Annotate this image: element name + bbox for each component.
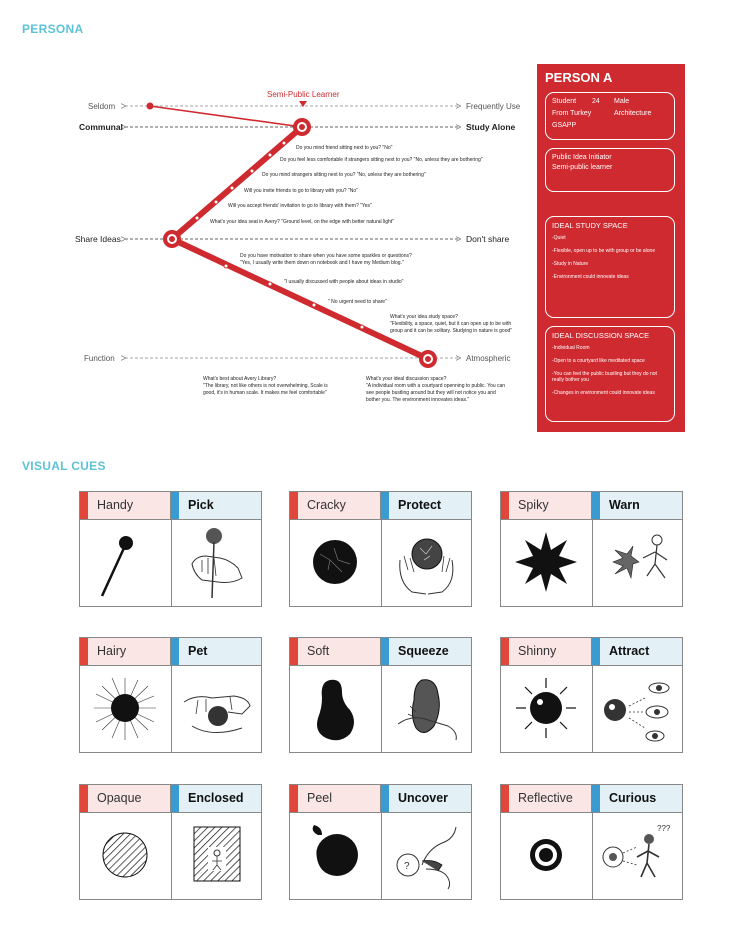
profile-age: 24	[592, 98, 600, 105]
discussion-item: -Changes in environment could innovate ideas	[552, 390, 655, 396]
quote-strangers-mind: Do you mind strangers sitting next to you? "No, unless they are bothering"	[262, 172, 426, 178]
eyes-attract-icon	[593, 666, 682, 752]
quote-avery-q: What's best about Avery Library?	[203, 376, 277, 382]
discussion-item: -Open to a courtyard like meditated space	[552, 358, 645, 364]
study-item: -Study in Nature	[552, 261, 589, 267]
soft-blob-icon	[290, 666, 381, 752]
cue-action: Warn	[592, 492, 682, 519]
cue-card-opaque	[79, 784, 262, 900]
cue-action: Enclosed	[171, 785, 261, 812]
hatched-circle-icon	[80, 813, 171, 899]
study-space-heading: IDEAL STUDY SPACE	[552, 221, 628, 230]
cue-quality: Spiky	[501, 492, 592, 519]
cue-action: Squeeze	[381, 638, 471, 665]
persona-diagram	[0, 80, 535, 490]
cue-card-soft	[289, 637, 472, 753]
profile-origin: From Turkey	[552, 110, 592, 117]
discussion-item: -You can feel the public bustling but they do not really bother you	[552, 371, 657, 383]
cue-quality: Peel	[290, 785, 381, 812]
cue-quality: Handy	[80, 492, 171, 519]
cracked-ball-icon	[290, 520, 381, 606]
quote-discuss: "I usually discussed with people about ideas in studio"	[284, 279, 404, 285]
svg-text:???: ???	[657, 824, 671, 833]
cue-card-spiky	[500, 491, 683, 607]
hands-protect-icon	[382, 520, 471, 606]
axis-left-communal: Communal	[79, 122, 123, 132]
profile-field: Architecture	[614, 110, 652, 117]
cue-quality: Reflective	[501, 785, 592, 812]
quote-avery-a1: "The library, not like others is not overwhelming, Scale is	[203, 383, 328, 389]
study-space-box	[545, 216, 675, 318]
quote-motivation-a: "Yes, I usually write them down on notebook and I have my Medium blog."	[240, 260, 404, 266]
warn-figure-icon	[593, 520, 682, 606]
enclosed-box-icon	[172, 813, 261, 899]
axis-left-seldom: Seldom	[88, 102, 116, 111]
cue-action: Protect	[381, 492, 471, 519]
discussion-item: -Individual Room	[552, 345, 590, 351]
quote-friend: Do you mind friend sitting next to you? "No"	[296, 145, 393, 151]
cue-quality: Cracky	[290, 492, 381, 519]
profile-role: Student	[552, 98, 577, 105]
quote-study-q: What's your idea study space?	[390, 314, 458, 320]
cue-action: Pick	[171, 492, 261, 519]
cue-action: Uncover	[381, 785, 471, 812]
cue-quality: Opaque	[80, 785, 171, 812]
quote-discussion-a1: "A individual room with a courtyard openning to public. You can	[366, 383, 506, 389]
hairy-ball-icon	[80, 666, 171, 752]
axis-right-atmospheric: Atmospheric	[466, 354, 511, 363]
discussion-space-heading: IDEAL DISCUSSION SPACE	[552, 331, 650, 340]
hand-pick-icon	[172, 520, 261, 606]
hand-squeeze-icon	[382, 666, 471, 752]
quote-avery-a2: good, it's in human scale. It makes me feel comfortable"	[203, 390, 327, 396]
reflective-rings-icon	[501, 813, 592, 899]
cue-action: Pet	[171, 638, 261, 665]
profile-gender: Male	[614, 98, 630, 105]
quote-urgent: " No urgent need to share"	[328, 299, 387, 305]
quote-invite: Will you invite friends to go to library with you? "No"	[244, 188, 358, 194]
cue-card-handy	[79, 491, 262, 607]
profile-school: GSAPP	[552, 122, 577, 129]
cue-action: Curious	[592, 785, 682, 812]
quote-seat: What's your idea seat in Avery? "Ground level, on the edge with better natural light"	[210, 219, 394, 225]
peel-ball-icon	[290, 813, 381, 899]
lollipop-icon	[80, 520, 171, 606]
axis-right-dont-share: Don't share	[466, 234, 510, 244]
path-start-dot	[147, 103, 154, 110]
cue-action: Attract	[592, 638, 682, 665]
axis-left-share: Share Ideas	[75, 234, 121, 244]
visual-cues-heading: VISUAL CUES	[22, 459, 106, 473]
quote-strangers-comfort: Do you feel less comfortable if strangers sitting next to you? "No, unless they are bothering"	[280, 157, 483, 163]
path-seldom	[150, 106, 302, 127]
hand-pet-icon	[172, 666, 261, 752]
type-box	[545, 148, 675, 192]
discussion-space-box	[545, 326, 675, 422]
quote-discussion-a2: see people bustling around but they will not notice you and	[366, 390, 496, 396]
axis-left-function: Function	[84, 354, 115, 363]
profile-box	[545, 92, 675, 140]
spiky-ball-icon	[501, 520, 592, 606]
cue-quality: Hairy	[80, 638, 171, 665]
cue-card-reflective	[500, 784, 683, 900]
shiny-ball-icon	[501, 666, 592, 752]
curious-figure-icon	[593, 813, 682, 899]
person-card	[537, 64, 685, 432]
axis-right-study-alone: Study Alone	[466, 122, 516, 132]
quote-discussion-a3: bother you. The environment innovates ideas."	[366, 397, 470, 403]
hand-uncover-icon	[382, 813, 471, 899]
quote-study-a1: "Flexibility, a space, quiet, but it can open up to be with	[390, 321, 512, 327]
persona-heading: PERSONA	[22, 22, 84, 36]
cue-card-shinny	[500, 637, 683, 753]
quote-motivation-q: Do you have motivation to share when you have some sparkles or questions?	[240, 253, 412, 259]
study-item: -Quiet	[552, 235, 566, 241]
study-item: -Flexible, open up to be with group or be alone	[552, 248, 656, 254]
type-line-2: Semi-public learner	[552, 164, 613, 171]
study-item: -Environment could innovate ideas	[552, 274, 629, 280]
quote-discussion-q: What's your ideal discussion space?	[366, 376, 447, 382]
type-line-1: Public Idea Initiator	[552, 154, 612, 161]
svg-text:?: ?	[404, 861, 410, 872]
cue-card-peel	[289, 784, 472, 900]
quote-study-a2: group and it can be solitary. Studying in nature is good"	[390, 328, 513, 334]
cue-quality: Shinny	[501, 638, 592, 665]
cue-card-hairy	[79, 637, 262, 753]
cue-quality: Soft	[290, 638, 381, 665]
semi-public-label: Semi-Public Learner	[267, 90, 340, 99]
axis-right-frequently: Frequently Use	[466, 102, 521, 111]
quote-accept: Will you accept friends' invitation to go to library with them? "Yes"	[228, 203, 372, 209]
person-title: PERSON A	[545, 70, 613, 85]
cue-card-cracky	[289, 491, 472, 607]
